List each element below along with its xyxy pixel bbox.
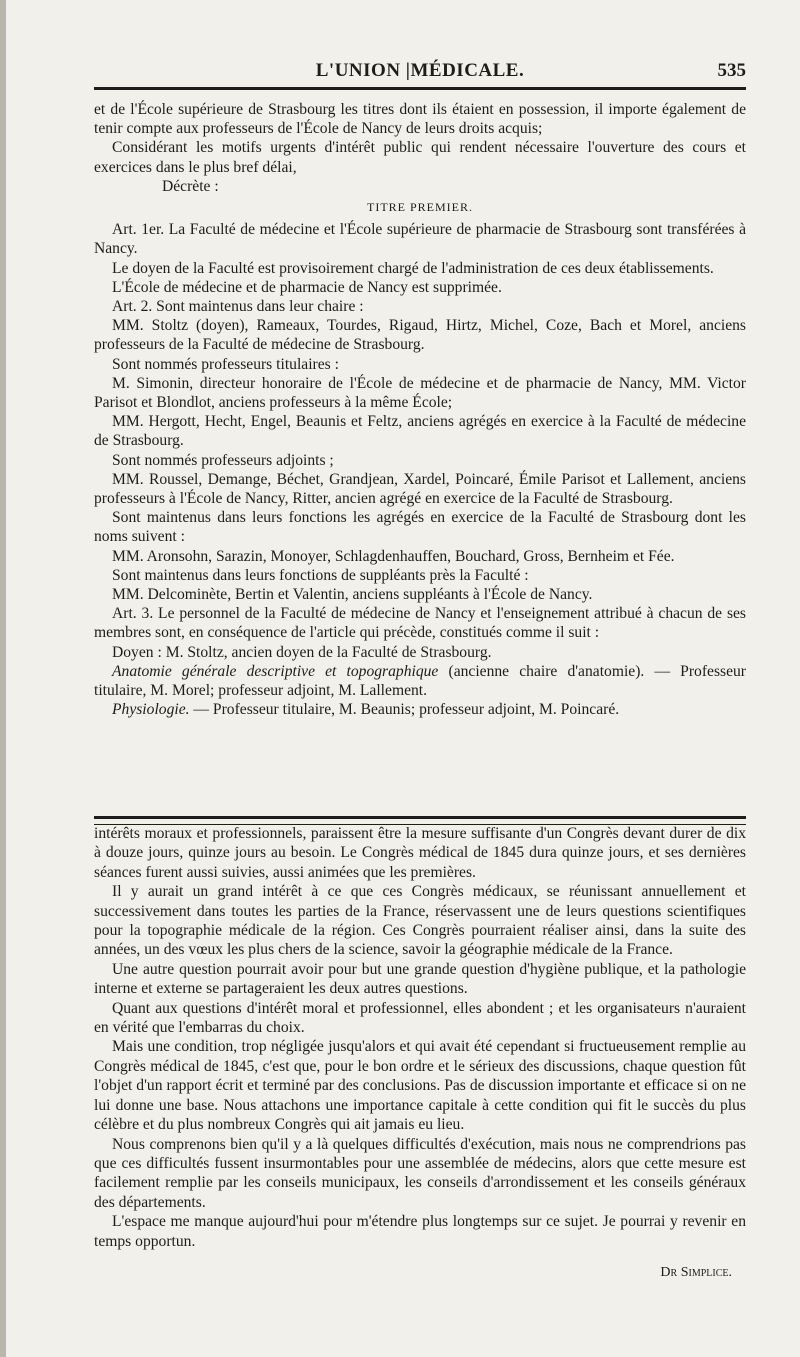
decree-paragraph: MM. Delcominète, Bertin et Valentin, anciens suppléants à l'École de Nancy. — [112, 586, 593, 604]
chair-name: Physiologie. — [112, 701, 190, 719]
decree-paragraph: MM. Stoltz (doyen), Rameaux, Tourdes, Rigaud, Hirtz, Michel, Coze, Bach et Morel, anciens professeurs de la Faculté de médecine de Strasbourg. — [94, 317, 746, 354]
decree-paragraph: Sont maintenus dans leurs fonctions les agrégés en exercice de la Faculté de Strasbourg dont les noms suivent : — [94, 509, 746, 546]
decree-paragraph: et de l'École supérieure de Strasbourg les titres dont ils étaient en possession, il importe également de tenir compte aux professeurs de l'École de Nancy de leurs droits acquis; — [94, 101, 746, 138]
article-paragraph: Il y aurait un grand intérêt à ce que ces Congrès médicaux, se réunissant annuellement et successivement dans toutes les parties de la France, réservassent une de leurs questions scientifiques pour la topographie médicale de la région. Ces Congrès pourraient réaliser ainsi, dans la suite des années, un des vœux les plus chers de la science, savoir la géographie médicale de la France. — [94, 883, 746, 959]
section-title: TITRE PREMIER. — [367, 200, 473, 215]
article-paragraph: intérêts moraux et professionnels, paraissent être la mesure suffisante d'un Congrès devant durer de dix à douze jours, quinze jours au besoin. Le Congrès médical de 1845 dura quinze jours, et ses dernières séances furent aussi suivies, aussi animées que les premières. — [94, 825, 746, 881]
chair-details: — Professeur titulaire, M. Beaunis; professeur adjoint, M. Poincaré. — [189, 701, 620, 719]
page-number: 535 — [717, 60, 746, 81]
article-paragraph: Quant aux questions d'intérêt moral et professionnel, elles abondent ; et les organisateurs n'auraient en vérité que l'embarras du choix. — [94, 999, 746, 1037]
running-header — [94, 56, 746, 88]
article-paragraph: Une autre question pourrait avoir pour but une grande question d'hygiène publique, et la pathologie interne et externe se partageraient les deux autres questions. — [94, 960, 746, 998]
journal-title: L'UNION |MÉDICALE. — [315, 60, 525, 81]
decree-paragraph: Sont maintenus dans leurs fonctions de suppléants près la Faculté : — [112, 566, 529, 584]
decree-paragraph: Sont nommés professeurs adjoints ; — [112, 451, 334, 469]
article-section — [94, 824, 746, 1282]
decree-paragraph: MM. Roussel, Demange, Béchet, Grandjean, Xardel, Poincaré, Émile Parisot et Lallement, anciens professeurs à l'École de Nancy, Ritter, ancien agrégé en exercice de la Faculté de Strasbourg. — [94, 470, 746, 508]
decree-article: Art. 2. Sont maintenus dans leur chaire : — [112, 298, 364, 316]
decree-paragraph: L'École de médecine et de pharmacie de Nancy est supprimée. — [112, 278, 502, 296]
decree-heading: Décrète : — [162, 177, 219, 195]
decree-section — [94, 100, 746, 720]
chair-name: Anatomie générale descriptive et topographique — [112, 662, 439, 680]
decree-paragraph: M. Simonin, directeur honoraire de l'École de médecine et de pharmacie de Nancy, MM. Victor Parisot et Blondlot, anciens professeurs à la même École; — [94, 374, 746, 412]
decree-article: Art. 1er. La Faculté de médecine et l'École supérieure de pharmacie de Strasbourg sont transférées à Nancy. — [94, 221, 746, 258]
decree-paragraph: Le doyen de la Faculté est provisoirement chargé de l'administration de ces deux établissements. — [112, 259, 714, 277]
author-signature: Dr Simplice. — [660, 1264, 732, 1280]
article-paragraph: L'espace me manque aujourd'hui pour m'étendre plus longtemps sur ce sujet. Je pourrai y revenir en temps opportun. — [94, 1213, 746, 1250]
chair-details: (ancienne chaire d'anatomie). — Professeur titulaire, M. Morel; professeur adjoint, M. Lallement. — [94, 662, 746, 700]
decree-paragraph: MM. Hergott, Hecht, Engel, Beaunis et Feltz, anciens agrégés en exercice à la Faculté de médecine de Strasbourg. — [94, 413, 746, 450]
header-rule — [94, 87, 746, 90]
decree-paragraph: Sont nommés professeurs titulaires : — [112, 355, 339, 373]
decree-paragraph — [94, 700, 746, 719]
decree-article: Art. 3. Le personnel de la Faculté de médecine de Nancy et l'enseignement attribué à chacun de ses membres sont, en conséquence de l'article qui précède, constitués comme il suit : — [94, 605, 746, 642]
article-paragraph: Mais une condition, trop négligée jusqu'alors et qui avait été cependant si fructueusement remplie au Congrès médical de 1845, c'est que, pour le bon ordre et le sérieux des discussions, chaque question fût l'objet d'un rapport écrit et terminé par des conclusions. Pas de discussion importante et efficace si on ne lui donne une base. Nous attachons une importance capitale à cette condition qui fit le succès du plus célèbre et du plus nombreux Congrès qui ait jamais eu lieu. — [94, 1038, 746, 1134]
decree-paragraph: Doyen : M. Stoltz, ancien doyen de la Faculté de Strasbourg. — [112, 643, 492, 661]
decree-paragraph — [94, 662, 746, 700]
decree-paragraph: MM. Aronsohn, Sarazin, Monoyer, Schlagdenhauffen, Bouchard, Gross, Bernheim et Fée. — [112, 547, 675, 565]
article-paragraph: Nous comprenons bien qu'il y a là quelques difficultés d'exécution, mais nous ne comprendrions pas que ces difficultés fussent insurmontables pour une assemblée de médecins, alors que cette mesure est facilement remplie par les conseils municipaux, les conseils d'arrondissement et les conseils généraux des départements. — [94, 1135, 746, 1211]
decree-paragraph: Considérant les motifs urgents d'intérêt public qui rendent nécessaire l'ouverture des cours et exercices dans le plus bref délai, — [94, 139, 746, 176]
